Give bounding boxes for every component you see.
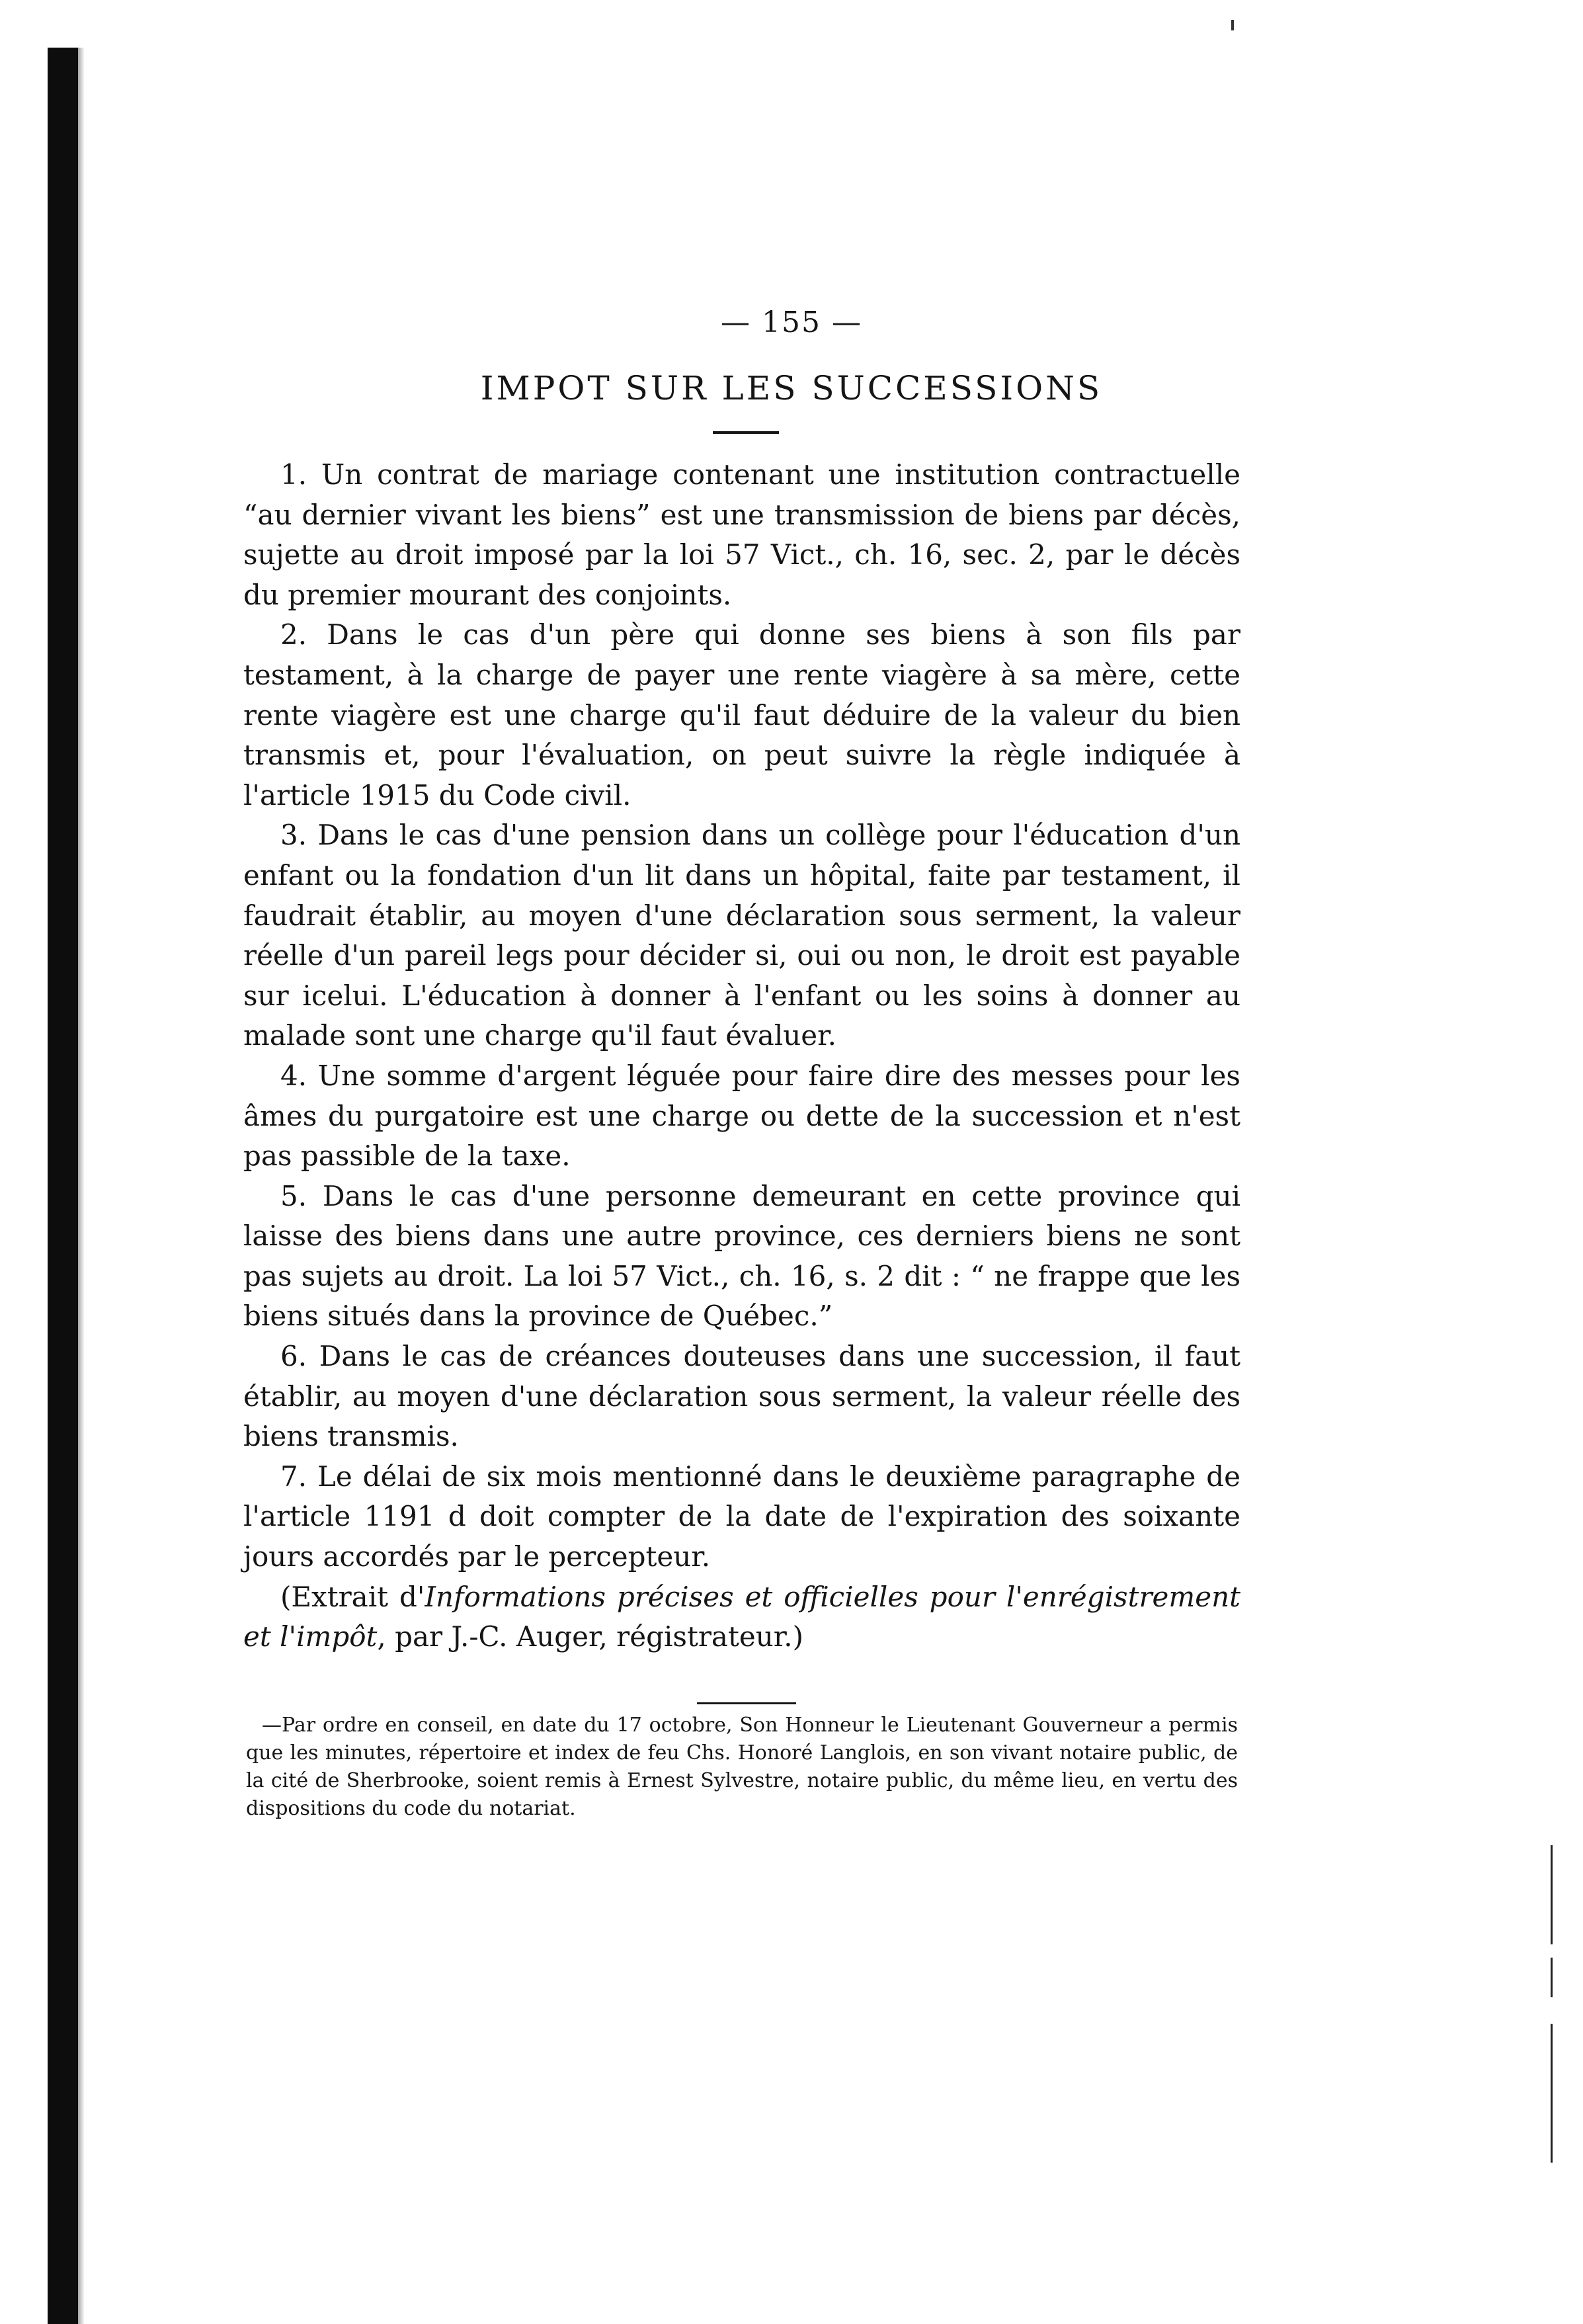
scan-speck [1551, 2024, 1553, 2163]
source-title: Informations précises et officielles pour l'enrégistrement et l'impôt [243, 1580, 1240, 1653]
article-body [243, 455, 1240, 1657]
source-prefix: (Extrait d' [280, 1580, 425, 1613]
paragraph-2: 2. Dans le cas d'un père qui donne ses biens à son fils par testament, à la charge de payer une rente viagère à sa mère, cette rente viagère est une charge qu'il faut déduire de la valeur du bien transmis et, pour l'évaluation, on peut suivre la règle indiquée à l'article 1915 du Code civil. [243, 618, 1240, 811]
scan-speck [1231, 20, 1234, 30]
paragraph-4: 4. Une somme d'argent léguée pour faire dire des messes pour les âmes du purgatoire est une charge ou dette de la succession et n'est pas passible de la taxe. [243, 1059, 1240, 1173]
paragraph-3: 3. Dans le cas d'une pension dans un collège pour l'éducation d'un enfant ou la fondation d'un lit dans un hôpital, faite par testament, il faudrait établir, au moyen d'une déclaration sous serment, la valeur réelle d'un pareil legs pour décider si, oui ou non, le droit est payable sur icelui. L'éducation à donner à l'enfant ou les soins à donner au malade sont une charge qu'il faut évaluer. [243, 819, 1240, 1052]
source-citation [243, 1577, 1240, 1657]
paragraph-6: 6. Dans le cas de créances douteuses dans une succession, il faut établir, au moyen d'une déclaration sous serment, la valeur réelle des biens transmis. [243, 1340, 1240, 1453]
page-number: — 155 — [721, 306, 862, 339]
paragraph-1: 1. Un contrat de mariage contenant une institution contractuelle “au dernier vivant les biens” est une transmission de biens par décès, sujette au droit imposé par la loi 57 Vict., ch. 16, sec. 2, par le décès du premier mourant des conjoints. [243, 458, 1240, 611]
section-divider [697, 1702, 796, 1704]
scan-speck [1551, 1845, 1553, 1944]
scan-speck [1551, 1958, 1553, 1997]
title-divider [713, 431, 779, 434]
page-title: IMPOT SUR LES SUCCESSIONS [480, 369, 1103, 407]
paragraph-7: 7. Le délai de six mois mentionné dans le deuxième paragraphe de l'article 1191 d doit compter de la date de l'expiration des soixante jours accordés par le percepteur. [243, 1460, 1240, 1573]
source-suffix: , par J.-C. Auger, régistrateur.) [377, 1620, 803, 1653]
paragraph-5: 5. Dans le cas d'une personne demeurant en cette province qui laisse des biens dans une autre province, ces derniers biens ne sont pas sujets au droit. La loi 57 Vict., ch. 16, s. 2 dit : “ ne frappe que les biens situés dans la province de Québec.” [243, 1179, 1240, 1333]
footnote: —Par ordre en conseil, en date du 17 octobre, Son Honneur le Lieutenant Gouverneur a permis que les minutes, répertoire et index de feu Chs. Honoré Langlois, en son vivant notaire public, de la cité de Sherbrooke, soient remis à Ernest Sylvestre, notaire public, du même lieu, en vertu des dispositions du code du notariat. [246, 1714, 1238, 1820]
